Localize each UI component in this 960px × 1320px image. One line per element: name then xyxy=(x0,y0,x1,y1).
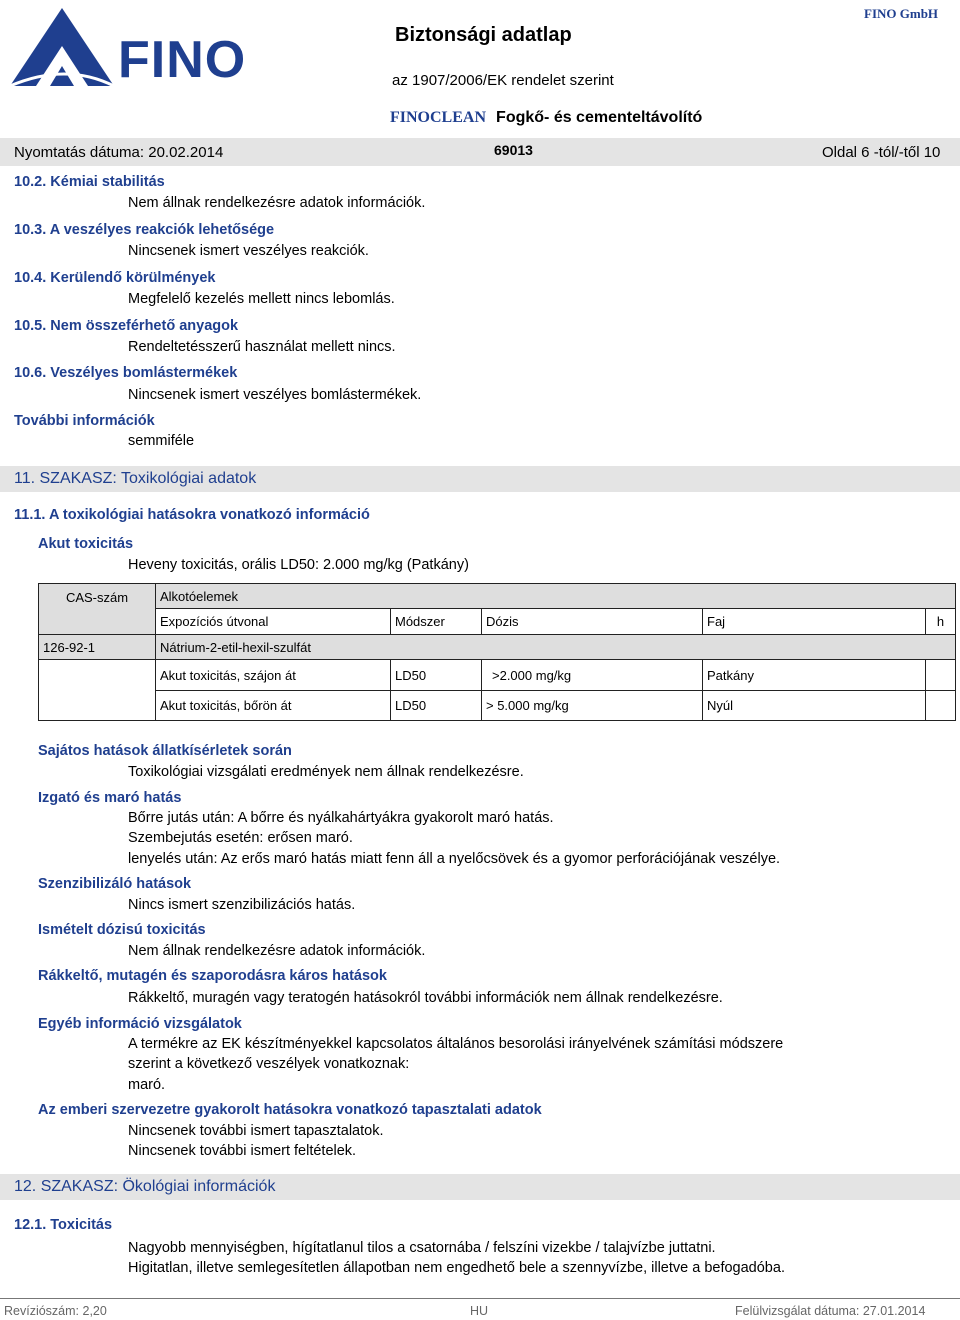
table-row-h xyxy=(925,659,956,691)
cmr-text: Rákkeltő, muragén vagy teratogén hatásokról további információk nem állnak rendelkezésre. xyxy=(128,990,723,1006)
specific-effects-text: Toxikológiai vizsgálati eredmények nem állnak rendelkezésre. xyxy=(128,764,524,780)
col-header-components-label: Alkotóelemek xyxy=(160,588,239,604)
table-row-h xyxy=(925,690,956,721)
revision-number: Revíziószám: 2,20 xyxy=(4,1304,107,1318)
footer-divider xyxy=(0,1298,960,1299)
row-species: Nyúl xyxy=(707,698,734,713)
table-row-dose xyxy=(481,659,703,691)
other-info-text-2: szerint a következő veszélyek vonatkoznak: xyxy=(128,1056,410,1072)
s111-title: 11.1. A toxikológiai hatásokra vonatkozó információ xyxy=(14,507,370,523)
table-row-method xyxy=(390,690,482,721)
s103-text: Nincsenek ismert veszélyes reakciók. xyxy=(128,243,369,259)
print-date: Nyomtatás dátuma: 20.02.2014 xyxy=(14,144,224,161)
col-header-species-label: Faj xyxy=(707,614,726,629)
irritant-text-2: Szembejutás esetén: erősen maró. xyxy=(128,830,353,846)
row-method: LD50 xyxy=(395,698,427,713)
further-info-title: További információk xyxy=(14,413,155,429)
irritant-title: Izgató és maró hatás xyxy=(38,790,182,806)
review-date: Felülvizsgálat dátuma: 27.01.2014 xyxy=(735,1304,926,1318)
s106-text: Nincsenek ismert veszélyes bomlástermékek. xyxy=(128,387,422,403)
specific-effects-title: Sajátos hatások állatkísérletek során xyxy=(38,743,292,759)
human-effects-text-1: Nincsenek további ismert tapasztalatok. xyxy=(128,1123,384,1139)
table-row-method xyxy=(390,659,482,691)
row-route: Akut toxicitás, szájon át xyxy=(160,667,296,683)
table-row-species xyxy=(702,659,926,691)
col-header-method-label: Módszer xyxy=(395,614,445,629)
row-species: Patkány xyxy=(707,667,754,683)
s104-title: 10.4. Kerülendő körülmények xyxy=(14,270,216,286)
col-header-cas xyxy=(38,583,156,635)
s105-text: Rendeltetésszerű használat mellett nincs. xyxy=(128,339,396,355)
col-header-cas-label: CAS-szám xyxy=(65,590,129,605)
s121-text-2: Higitatlan, illetve semlegesítetlen állapotban nem engedhető bele a szennyvízbe, illetve a befogadóba. xyxy=(128,1260,785,1276)
row-dose: > 5.000 mg/kg xyxy=(486,698,569,713)
s121-title: 12.1. Toxicitás xyxy=(14,1217,113,1233)
company-name: FINO GmbH xyxy=(864,6,939,21)
col-header-dose-label: Dózis xyxy=(486,614,519,629)
human-effects-text-2: Nincsenek további ismert feltételek. xyxy=(128,1143,357,1159)
row-route: Akut toxicitás, bőrön át xyxy=(160,698,292,713)
table-row xyxy=(155,690,391,721)
sensitization-title: Szenzibilizáló hatások xyxy=(38,876,192,892)
repeated-dose-text: Nem állnak rendelkezésre adatok információk. xyxy=(128,943,426,959)
repeated-dose-title: Ismételt dózisú toxicitás xyxy=(38,922,206,938)
s104-text: Megfelelő kezelés mellett nincs lebomlás. xyxy=(128,291,395,307)
product-line xyxy=(390,109,702,127)
page-number: Oldal 6 -tól/-től 10 xyxy=(822,144,941,161)
col-header-method xyxy=(390,608,482,635)
row-method: LD50 xyxy=(395,667,427,683)
s102-text: Nem állnak rendelkezésre adatok információk. xyxy=(128,195,426,211)
further-info-text: semmiféle xyxy=(128,433,195,449)
acute-tox-text: Heveny toxicitás, orális LD50: 2.000 mg/kg (Patkány) xyxy=(128,557,469,573)
product-name: Fogkő- és cementeltávolító xyxy=(496,109,703,126)
language-code: HU xyxy=(470,1304,489,1318)
s121-text-1: Nagyobb mennyiségben, hígítatlanul tilos a csatornába / felszíni vizekbe / talajvízbe juttatni. xyxy=(128,1240,716,1256)
other-info-text-1: A termékre az EK készítményekkel kapcsolatos általános besorolási irányelvének számítási módszere xyxy=(128,1036,784,1052)
company-logo xyxy=(6,2,247,92)
other-info-title: Egyéb információ vizsgálatok xyxy=(38,1016,242,1032)
cas-number: 126-92-1 xyxy=(43,639,96,655)
irritant-text-3: lenyelés után: Az erős maró hatás miatt fenn áll a nyelőcsövek és a gyomor perforációjának veszélye. xyxy=(128,851,781,867)
s102-title: 10.2. Kémiai stabilitás xyxy=(14,174,165,190)
s105-title: 10.5. Nem összeférhető anyagok xyxy=(14,318,239,334)
document-title: Biztonsági adatlap xyxy=(395,24,572,46)
section12-heading: 12. SZAKASZ: Ökológiai információk xyxy=(14,1178,276,1195)
brand-name: FINOCLEAN xyxy=(390,109,487,126)
col-header-dose xyxy=(481,608,703,635)
cas-number-cell xyxy=(38,634,156,660)
other-info-text-3: maró. xyxy=(128,1077,166,1093)
s103-title: 10.3. A veszélyes reakciók lehetősége xyxy=(14,222,275,238)
row-dose: >2.000 mg/kg xyxy=(492,667,572,683)
col-header-route-label: Expozíciós útvonal xyxy=(160,614,269,629)
component-name: Nátrium-2-etil-hexil-szulfát xyxy=(160,639,311,655)
col-header-components xyxy=(155,583,956,609)
human-effects-title: Az emberi szervezetre gyakorolt hatásokra vonatkozó tapasztalati adatok xyxy=(38,1102,542,1118)
cas-blank-cell xyxy=(38,659,156,721)
col-header-route xyxy=(155,608,391,635)
sensitization-text: Nincs ismert szenzibilizációs hatás. xyxy=(128,897,356,913)
regulation-text: az 1907/2006/EK rendelet szerint xyxy=(392,72,614,89)
s106-title: 10.6. Veszélyes bomlástermékek xyxy=(14,365,238,381)
col-header-species xyxy=(702,608,926,635)
cmr-title: Rákkeltő, mutagén és szaporodásra káros hatások xyxy=(38,968,387,984)
table-row-species xyxy=(702,690,926,721)
irritant-text-1: Bőrre jutás után: A bőrre és nyálkahártyákra gyakorolt maró hatás. xyxy=(128,810,554,826)
logo-text: FINO xyxy=(118,31,247,89)
table-row-dose xyxy=(481,690,703,721)
toxicity-table xyxy=(38,583,956,721)
section11-heading: 11. SZAKASZ: Toxikológiai adatok xyxy=(14,470,257,487)
table-row xyxy=(155,659,391,691)
product-code: 69013 xyxy=(494,142,533,158)
component-name-cell xyxy=(155,634,956,660)
col-header-h-label: h xyxy=(936,614,945,629)
col-header-h xyxy=(925,608,956,635)
acute-tox-title: Akut toxicitás xyxy=(38,536,134,552)
